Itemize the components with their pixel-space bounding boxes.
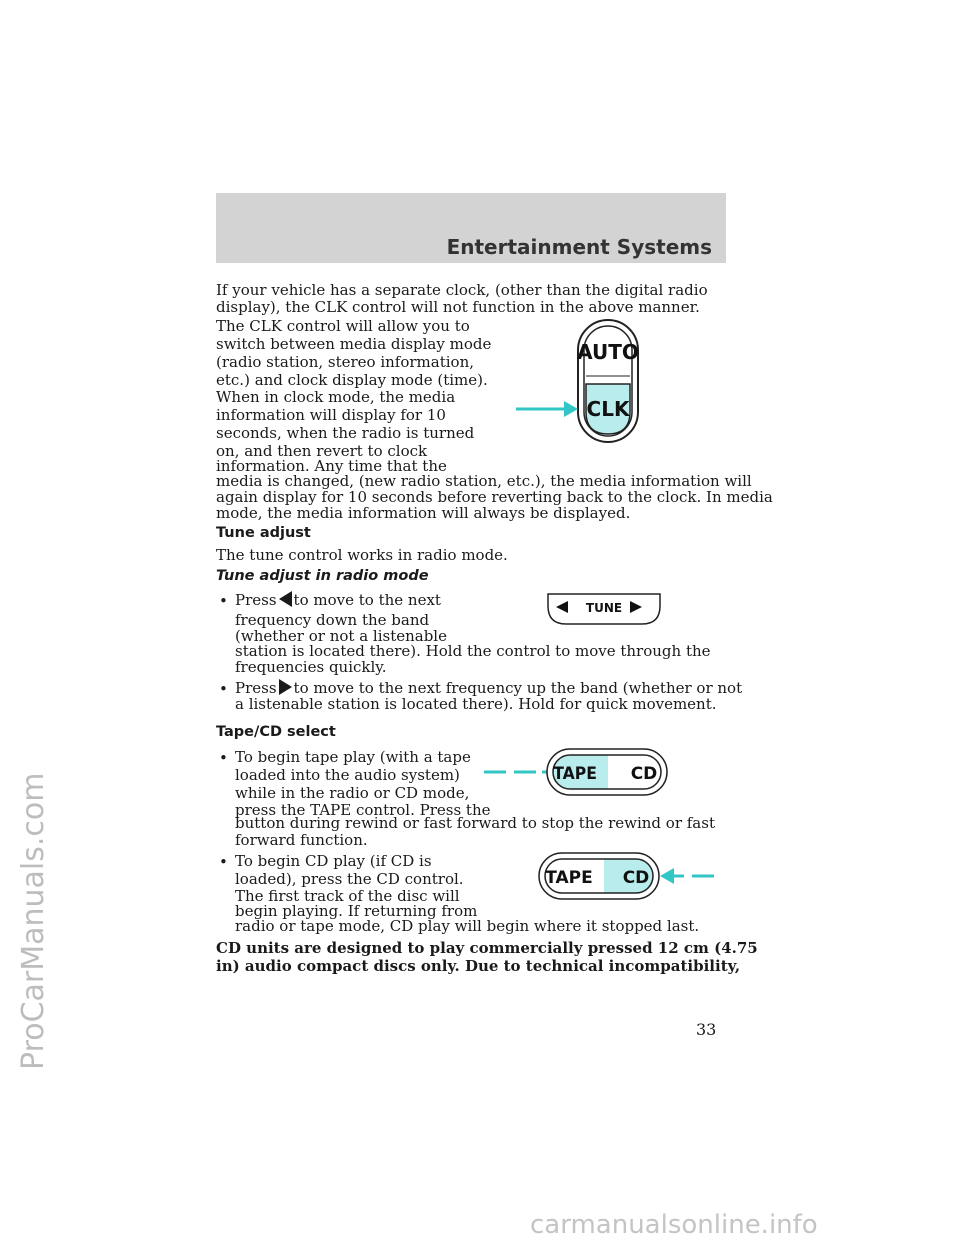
clk-line: information. Any time that the	[216, 457, 447, 475]
side-watermark	[16, 772, 51, 1071]
clk-line: mode, the media information will always be displayed.	[216, 504, 631, 522]
tune-bullet-text: to move to the next	[293, 591, 441, 609]
tune-button-illustration	[546, 592, 662, 626]
tune-bullet-line: a listenable station is located there). Hold for quick movement.	[235, 695, 717, 713]
tape-button-illustration	[484, 746, 670, 798]
warning-line: CD units are designed to play commercially pressed 12 cm (4.75	[216, 939, 758, 957]
seek-up-icon	[279, 679, 292, 695]
bullet-dot: •	[219, 592, 228, 610]
auto-label: AUTO	[577, 340, 639, 364]
clk-line: When in clock mode, the media	[216, 388, 456, 406]
cd-arrow-head	[660, 868, 674, 884]
tune-label: TUNE	[585, 601, 623, 615]
cd-label: CD	[630, 764, 658, 784]
tape-bullet-line: begin playing. If returning from	[235, 902, 478, 920]
bullet-dot: •	[219, 749, 228, 767]
seek-down-icon	[279, 591, 292, 607]
clk-line: media is changed, (new radio station, etc.), the media information will	[216, 472, 752, 490]
tape-bullet-line: press the TAPE control. Press the	[235, 801, 491, 819]
page-number: 33	[696, 1020, 717, 1039]
tape-label: TAPE	[545, 868, 593, 888]
auto-clk-button-illustration	[516, 316, 646, 446]
press-label: Press	[235, 591, 277, 609]
bullet-dot: •	[219, 680, 228, 698]
tune-bullet-line: (whether or not a listenable	[235, 627, 447, 645]
intro-paragraph: If your vehicle has a separate clock, (other than the digital radio display), the CLK control will not function in the above manner.	[216, 281, 708, 316]
tape-bullet-line: radio or tape mode, CD play will begin where it stopped last.	[235, 917, 700, 935]
tape-bullet-line: To begin tape play (with a tape	[235, 748, 471, 766]
tune-bullet-line: station is located there). Hold the control to move through the	[235, 642, 711, 660]
tape-bullet-line: loaded into the audio system)	[235, 766, 460, 784]
clk-line: (radio station, stereo information,	[216, 353, 474, 371]
press-label: Press	[235, 679, 277, 697]
section-header	[216, 193, 726, 263]
tape-heading: Tape/CD select	[216, 724, 336, 740]
clk-line: on, and then revert to clock	[216, 442, 428, 460]
clk-line: seconds, when the radio is turned	[216, 424, 475, 442]
clk-label: CLK	[586, 397, 630, 421]
tune-subheading: Tune adjust in radio mode	[216, 568, 429, 584]
clk-arrow-head	[564, 401, 578, 417]
tape-label: TAPE	[553, 763, 597, 784]
tape-bullet-line: while in the radio or CD mode,	[235, 784, 470, 802]
tape-bullet-line: To begin CD play (if CD is	[235, 852, 432, 870]
side-watermark-text: ProCarManuals.com	[16, 772, 51, 1070]
clk-line: The CLK control will allow you to	[216, 317, 470, 335]
clk-line: again display for 10 seconds before reverting back to the clock. In media	[216, 488, 773, 506]
cd-label: CD	[622, 868, 650, 888]
bottom-watermark: carmanualsonline.info	[530, 1210, 818, 1240]
clk-line: etc.) and clock display mode (time).	[216, 371, 488, 389]
tape-bullet-line: loaded), press the CD control.	[235, 870, 464, 888]
bullet-dot: •	[219, 853, 228, 871]
warning-line: in) audio compact discs only. Due to technical incompatibility,	[216, 957, 741, 975]
section-title: Entertainment Systems	[446, 235, 712, 259]
tune-bullet-line: frequency down the band	[235, 611, 430, 629]
tune-intro: The tune control works in radio mode.	[216, 546, 508, 564]
tune-heading: Tune adjust	[216, 525, 311, 541]
tune-bullet-text: to move to the next frequency up the band (whether or not	[293, 679, 743, 697]
tape-bullet-line: button during rewind or fast forward to stop the rewind or fast	[235, 814, 715, 832]
cd-button-illustration	[536, 850, 726, 902]
clk-line: switch between media display mode	[216, 335, 492, 353]
tune-bullet-line: frequencies quickly.	[235, 658, 387, 676]
tape-bullet-line: The first track of the disc will	[235, 887, 460, 905]
clk-line: information will display for 10	[216, 406, 446, 424]
tune-bullet-1	[235, 592, 441, 609]
tape-bullet-line: forward function.	[235, 831, 368, 849]
